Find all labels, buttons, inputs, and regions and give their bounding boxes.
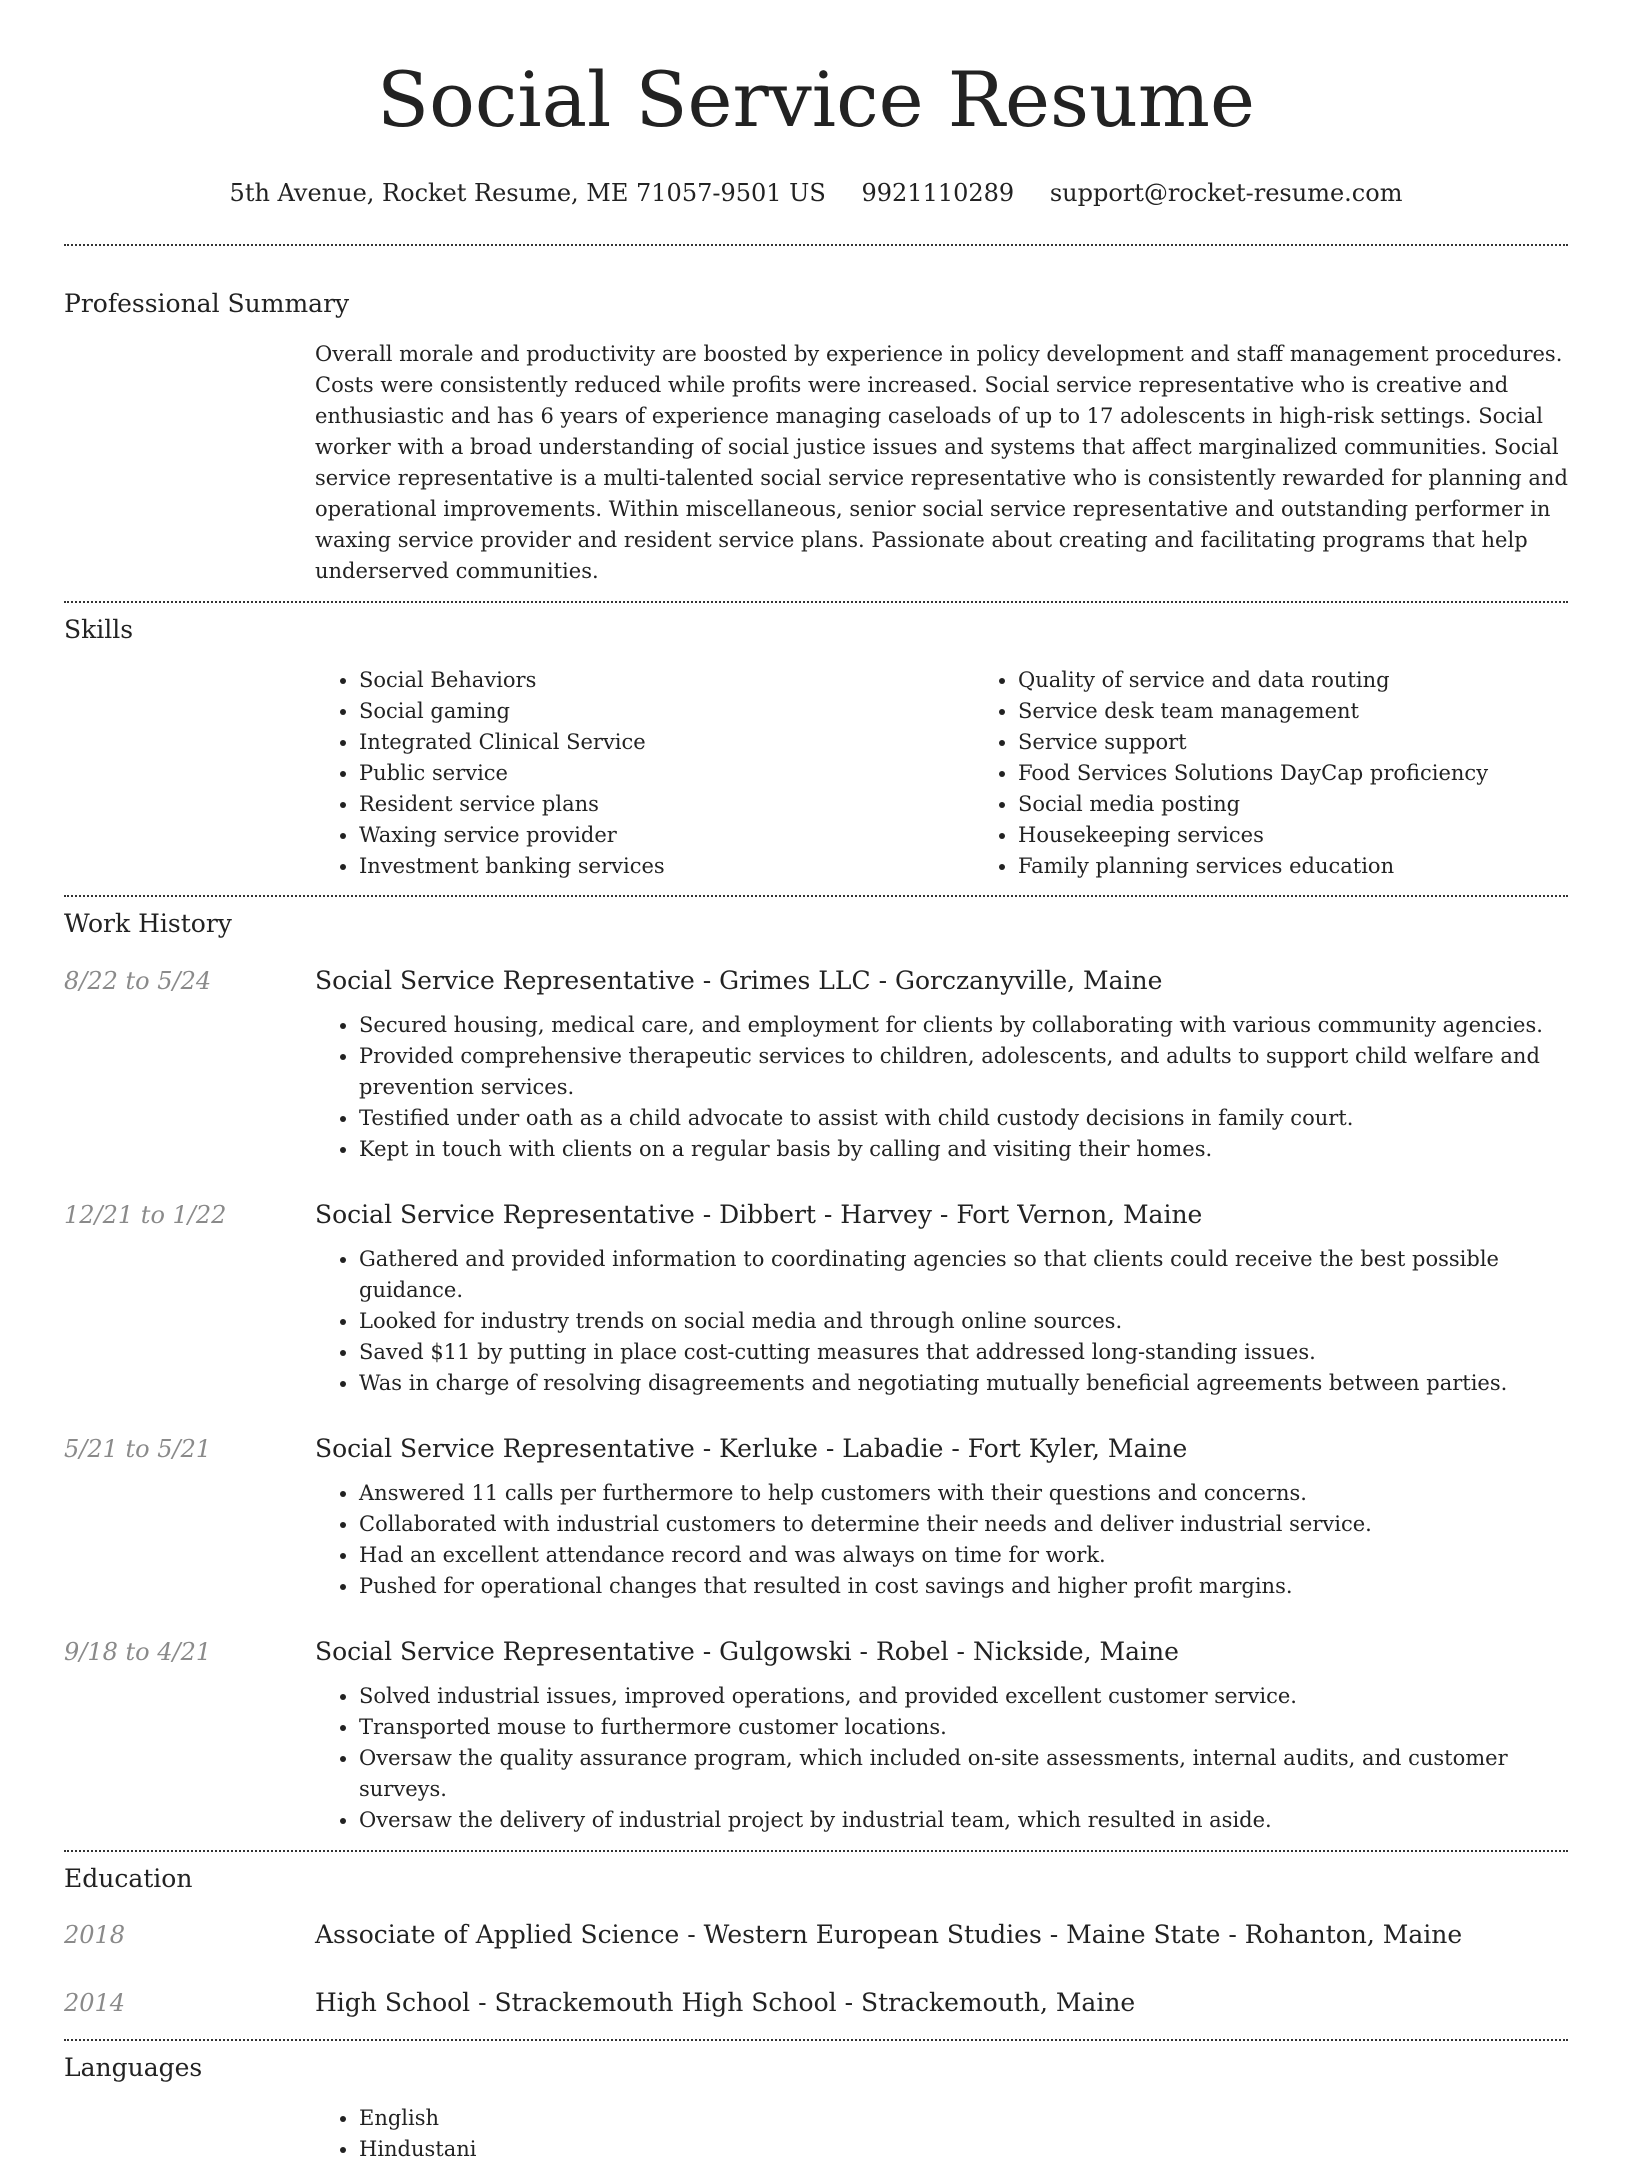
education-heading: Education — [64, 1864, 193, 1893]
skills-column-right — [974, 665, 1632, 882]
job-title: Social Service Representative - Gulgowski - Robel - Nickside, Maine — [315, 1637, 1179, 1666]
contact-phone: 9921110289 — [861, 179, 1015, 207]
resume-header — [64, 0, 1568, 210]
job-dates: 8/22 to 5/24 — [64, 967, 212, 995]
skill-item: • Food Services Solutions DayCap proficiency — [1018, 758, 1632, 789]
contact-address: 5th Avenue, Rocket Resume, ME 71057-9501 US — [229, 179, 826, 207]
section-divider — [64, 601, 1568, 603]
job-dates: 5/21 to 5/21 — [64, 1435, 212, 1463]
job-bullet: • Oversaw the delivery of industrial project by industrial team, which resulted in aside. — [359, 1805, 1568, 1836]
job-entry — [64, 964, 1568, 1165]
job-title: Social Service Representative - Dibbert - Harvey - Fort Vernon, Maine — [315, 1200, 1203, 1229]
section-divider — [64, 895, 1568, 897]
job-details — [315, 1635, 1568, 1836]
job-dates: 12/21 to 1/22 — [64, 1201, 227, 1229]
education-entry — [64, 1986, 1568, 2020]
skills-list — [315, 665, 1568, 882]
section-divider — [64, 2039, 1568, 2041]
job-dates: 9/18 to 4/21 — [64, 1638, 212, 1666]
job-bullet: • Had an excellent attendance record and was always on time for work. — [359, 1540, 1568, 1571]
language-item: • Hindustani — [359, 2134, 1568, 2165]
job-entry — [64, 1198, 1568, 1399]
skills-heading: Skills — [64, 615, 134, 644]
skill-item: • Waxing service provider — [359, 820, 974, 851]
job-bullet: • Collaborated with industrial customers to determine their needs and deliver industrial service. — [359, 1509, 1568, 1540]
job-bullets — [315, 1010, 1568, 1165]
languages-list — [315, 2103, 1568, 2165]
job-title: Social Service Representative - Grimes LLC - Gorczanyville, Maine — [315, 966, 1163, 995]
skill-item: • Integrated Clinical Service — [359, 727, 974, 758]
contact-line — [64, 176, 1568, 210]
job-bullet: • Solved industrial issues, improved operations, and provided excellent customer service. — [359, 1681, 1568, 1712]
education-entry — [64, 1918, 1568, 1952]
skill-item: • Resident service plans — [359, 789, 974, 820]
section-divider — [64, 1850, 1568, 1852]
section-divider — [64, 244, 1568, 246]
job-bullet: • Was in charge of resolving disagreements and negotiating mutually beneficial agreements between parties. — [359, 1368, 1568, 1399]
job-title: Social Service Representative - Kerluke - Labadie - Fort Kyler, Maine — [315, 1434, 1188, 1463]
job-bullet: • Secured housing, medical care, and employment for clients by collaborating with various community agencies. — [359, 1010, 1568, 1041]
summary-text: Overall morale and productivity are boosted by experience in policy development and staff management procedures. Costs were consistently reduced while profits were increased. Social service representative who is creative and enthusiastic and has 6 years of experience managing caseloads of up to 17 adolescents in high-risk settings. Social worker with a broad understanding of social justice issues and systems that affect marginalized communities. Social service representative is a multi-talented social service representative who is consistently rewarded for planning and operational improvements. Within miscellaneous, senior social service representative and outstanding performer in waxing service provider and resident service plans. Passionate about creating and facilitating programs that help underserved communities. — [315, 342, 1568, 583]
language-item: • English — [359, 2103, 1568, 2134]
skills-column-left — [315, 665, 974, 882]
job-bullet: • Gathered and provided information to coordinating agencies so that clients could receive the best possible guidance. — [359, 1244, 1568, 1306]
job-bullet: • Oversaw the quality assurance program, which included on-site assessments, internal audits, and customer surveys. — [359, 1743, 1568, 1805]
contact-email: support@rocket-resume.com — [1049, 179, 1403, 207]
skill-item: • Quality of service and data routing — [1018, 665, 1632, 696]
job-details — [315, 964, 1568, 1165]
skill-item: • Social gaming — [359, 696, 974, 727]
skill-item: • Public service — [359, 758, 974, 789]
job-bullets — [315, 1244, 1568, 1399]
job-bullet: • Looked for industry trends on social media and through online sources. — [359, 1306, 1568, 1337]
languages-items — [315, 2103, 1568, 2165]
resume-name: Social Service Resume — [377, 55, 1255, 144]
job-bullet: • Saved $11 by putting in place cost-cutting measures that addressed long-standing issues. — [359, 1337, 1568, 1368]
job-bullet: • Kept in touch with clients on a regular basis by calling and visiting their homes. — [359, 1134, 1568, 1165]
job-entry — [64, 1635, 1568, 1836]
summary-body — [315, 339, 1568, 587]
skill-item: • Service support — [1018, 727, 1632, 758]
work-heading: Work History — [64, 909, 232, 938]
job-bullet: • Pushed for operational changes that resulted in cost savings and higher profit margins. — [359, 1571, 1568, 1602]
job-bullet: • Transported mouse to furthermore customer locations. — [359, 1712, 1568, 1743]
education-title: High School - Strackemouth High School - Strackemouth, Maine — [315, 1988, 1136, 2017]
skill-item: • Social media posting — [1018, 789, 1632, 820]
languages-heading: Languages — [64, 2053, 203, 2082]
education-year: 2014 — [64, 1989, 126, 2017]
job-details — [315, 1198, 1568, 1399]
job-details — [315, 1432, 1568, 1602]
summary-heading: Professional Summary — [64, 289, 350, 318]
job-bullet: • Provided comprehensive therapeutic services to children, adolescents, and adults to support child welfare and prevention services. — [359, 1041, 1568, 1103]
skill-item: • Service desk team management — [1018, 696, 1632, 727]
job-entry — [64, 1432, 1568, 1602]
skill-item: • Social Behaviors — [359, 665, 974, 696]
skill-item: • Family planning services education — [1018, 851, 1632, 882]
skill-item: • Housekeeping services — [1018, 820, 1632, 851]
job-bullet: • Answered 11 calls per furthermore to help customers with their questions and concerns. — [359, 1478, 1568, 1509]
job-bullet: • Testified under oath as a child advocate to assist with child custody decisions in family court. — [359, 1103, 1568, 1134]
job-bullets — [315, 1478, 1568, 1602]
education-title: Associate of Applied Science - Western European Studies - Maine State - Rohanton, Maine — [315, 1920, 1463, 1949]
skill-item: • Investment banking services — [359, 851, 974, 882]
job-bullets — [315, 1681, 1568, 1836]
education-year: 2018 — [64, 1921, 126, 1949]
